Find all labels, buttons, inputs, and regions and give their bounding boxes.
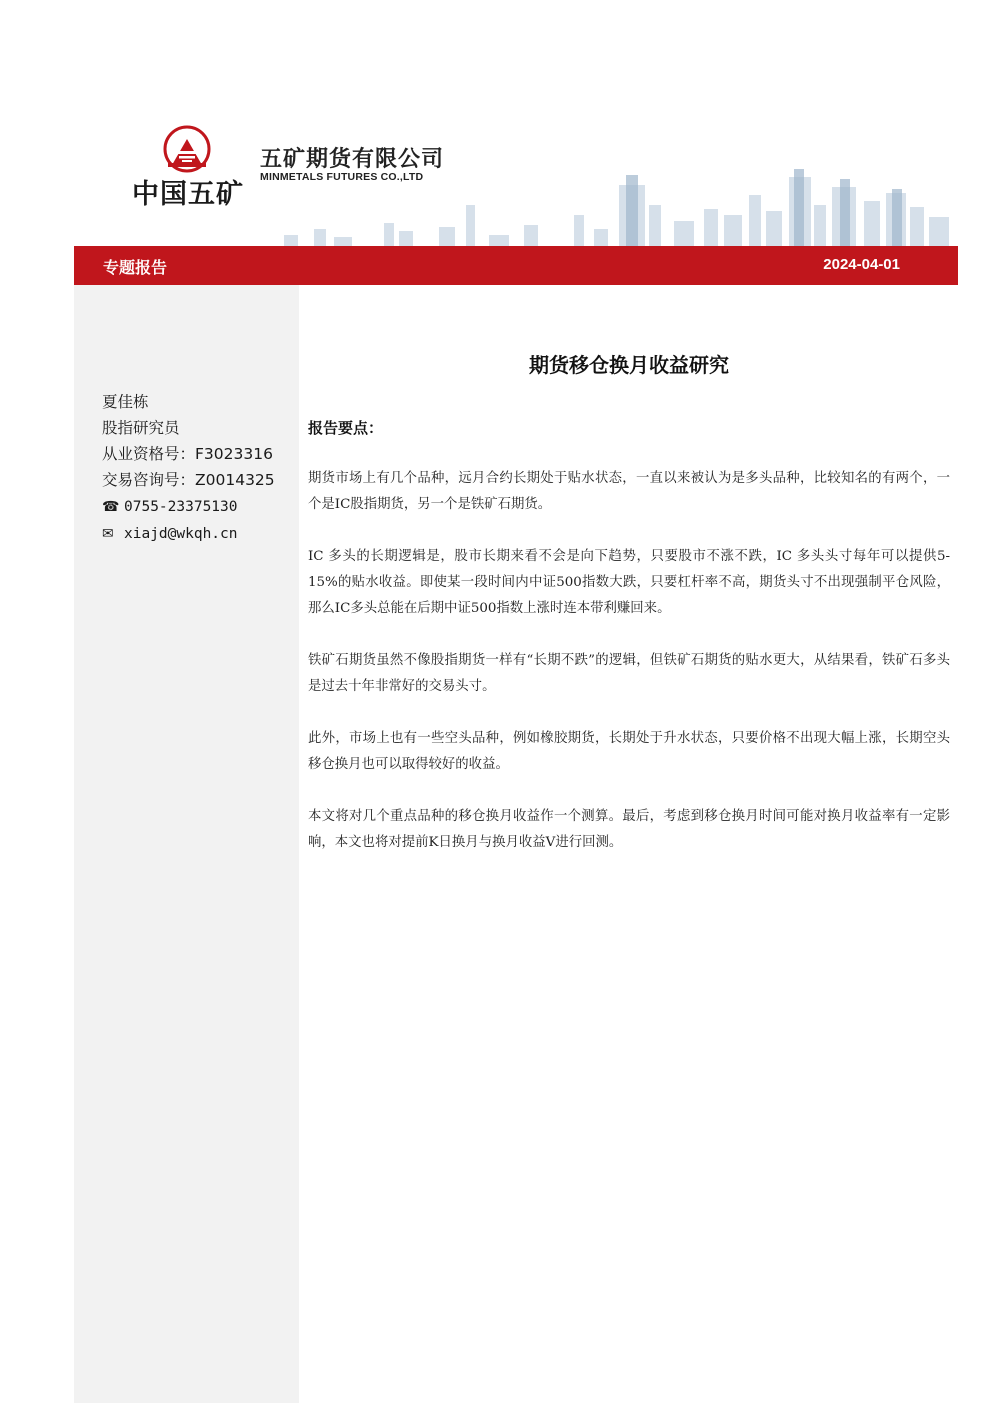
report-type-label: 专题报告 — [103, 258, 168, 277]
author-qualification: 从业资格号：F3023316 — [102, 445, 273, 463]
author-email[interactable]: xiajd@wkqh.cn — [124, 526, 238, 542]
report-type-banner — [74, 246, 958, 285]
logo-text: 中国五矿 — [132, 179, 244, 210]
company-name-cn: 五矿期货有限公司 — [260, 147, 445, 172]
key-point-paragraph: 本文将对几个重点品种的移仓换月收益作一个测算。最后，考虑到移仓换月时间可能对换月收益率有一定影响，本文也将对提前K日换月与换月收益V进行回测。 — [308, 809, 950, 850]
phone-icon: ☎ — [102, 499, 120, 515]
key-point-paragraph: 此外，市场上也有一些空头品种，例如橡胶期货，长期处于升水状态，只要价格不出现大幅上涨，长期空头移仓换月也可以取得较好的收益。 — [308, 731, 950, 772]
author-name: 夏佳栋 — [102, 393, 149, 411]
minmetals-emblem-icon — [162, 125, 212, 173]
company-name-en: MINMETALS FUTURES CO.,LTD — [260, 171, 424, 183]
key-points-heading: 报告要点： — [308, 419, 384, 437]
page-header — [74, 0, 958, 246]
city-skyline-image — [274, 165, 958, 247]
key-point-paragraph: 铁矿石期货虽然不像股指期货一样有“长期不跌”的逻辑，但铁矿石期货的贴水更大，从结果看，铁矿石多头是过去十年非常好的交易头寸。 — [308, 653, 950, 694]
author-phone-row — [102, 493, 275, 520]
report-title: 期货移仓换月收益研究 — [529, 353, 729, 377]
author-sidebar — [74, 285, 299, 1403]
author-phone: 0755-23375130 — [124, 499, 238, 515]
email-icon: ✉ — [102, 526, 114, 542]
key-point-paragraph: 期货市场上有几个品种，远月合约长期处于贴水状态，一直以来被认为是多头品种，比较知名的有两个，一个是IC股指期货，另一个是铁矿石期货。 — [308, 471, 950, 512]
author-title: 股指研究员 — [102, 419, 180, 437]
author-email-row[interactable] — [102, 520, 275, 547]
author-consult-number: 交易咨询号：Z0014325 — [102, 471, 275, 489]
report-date: 2024-04-01 — [823, 256, 900, 273]
key-point-paragraph: IC 多头的长期逻辑是，股市长期来看不会是向下趋势，只要股市不涨不跌，IC 多头头寸每年可以提供5-15%的贴水收益。即使某一段时间内中证500指数大跌，只要杠杆率不高，期货头寸不出现强制平仓风险，那么IC多头总能在后期中证500指数上涨时连本带利赚回来。 — [308, 549, 950, 616]
author-info — [102, 389, 275, 547]
